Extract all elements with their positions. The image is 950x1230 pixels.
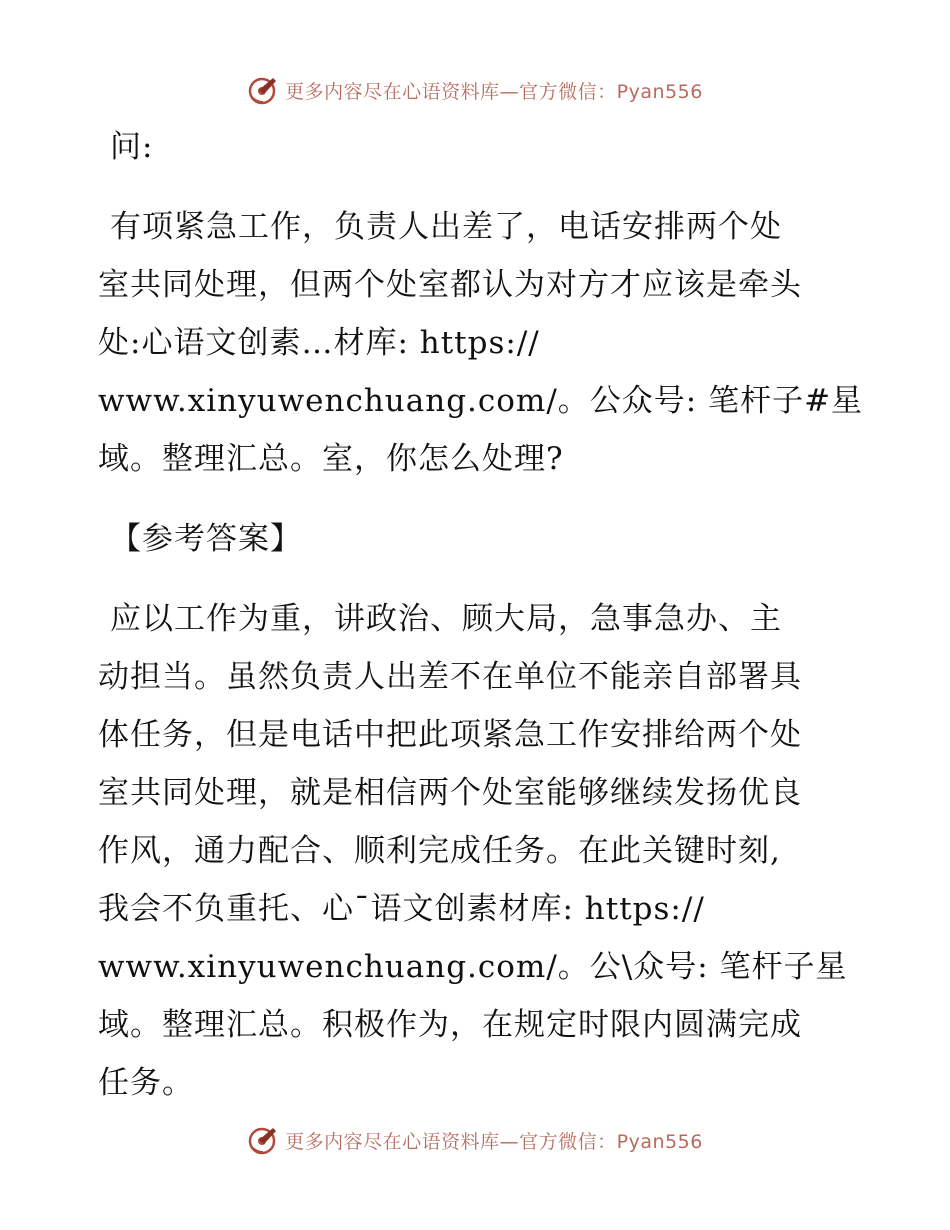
question-line: 室共同处理，但两个处室都认为对方才应该是牵头 [98, 267, 802, 303]
header-banner [0, 70, 950, 110]
answer-line: www.xinyuwenchuang.com/。公\众号: 笔杆子星 [98, 949, 848, 985]
answer-line: 域。整理汇总。积极作为，在规定时限内圆满完成 [98, 1007, 802, 1043]
question-paragraph [98, 198, 864, 488]
answer-paragraph [98, 590, 858, 1112]
footer-banner-text: 更多内容尽在心语资料库—官方微信：Pyan556 [285, 1130, 703, 1153]
footer-banner [0, 1120, 950, 1160]
answer-line: 体任务，但是电话中把此项紧急工作安排给两个处 [98, 717, 802, 753]
pen-logo-icon [247, 74, 279, 106]
header-banner-text: 更多内容尽在心语资料库—官方微信：Pyan556 [285, 80, 703, 103]
answer-line: 我会不负重托、心¯语文创素材库: https:// [98, 891, 705, 927]
answer-heading: 【参考答案】 [110, 521, 302, 557]
question-line: 处:心语文创素…材库: https:// [98, 325, 540, 361]
answer-line: 动担当。虽然负责人出差不在单位不能亲自部署具 [98, 659, 802, 695]
answer-line: 作风，通力配合、顺利完成任务。在此关键时刻, [98, 833, 781, 869]
question-line: www.xinyuwenchuang.com/。公众号: 笔杆子#星 [98, 383, 864, 419]
document-body [98, 118, 864, 1112]
pen-logo-icon [247, 1124, 279, 1156]
question-label: 问: [110, 129, 154, 165]
answer-line: 室共同处理，就是相信两个处室能够继续发扬优良 [98, 775, 802, 811]
answer-line: 应以工作为重，讲政治、顾大局，急事急办、主 [110, 601, 782, 637]
question-line: 域。整理汇总。室，你怎么处理? [98, 441, 564, 477]
question-line: 有项紧急工作，负责人出差了，电话安排两个处 [110, 209, 782, 245]
answer-line: 任务。 [98, 1065, 194, 1101]
